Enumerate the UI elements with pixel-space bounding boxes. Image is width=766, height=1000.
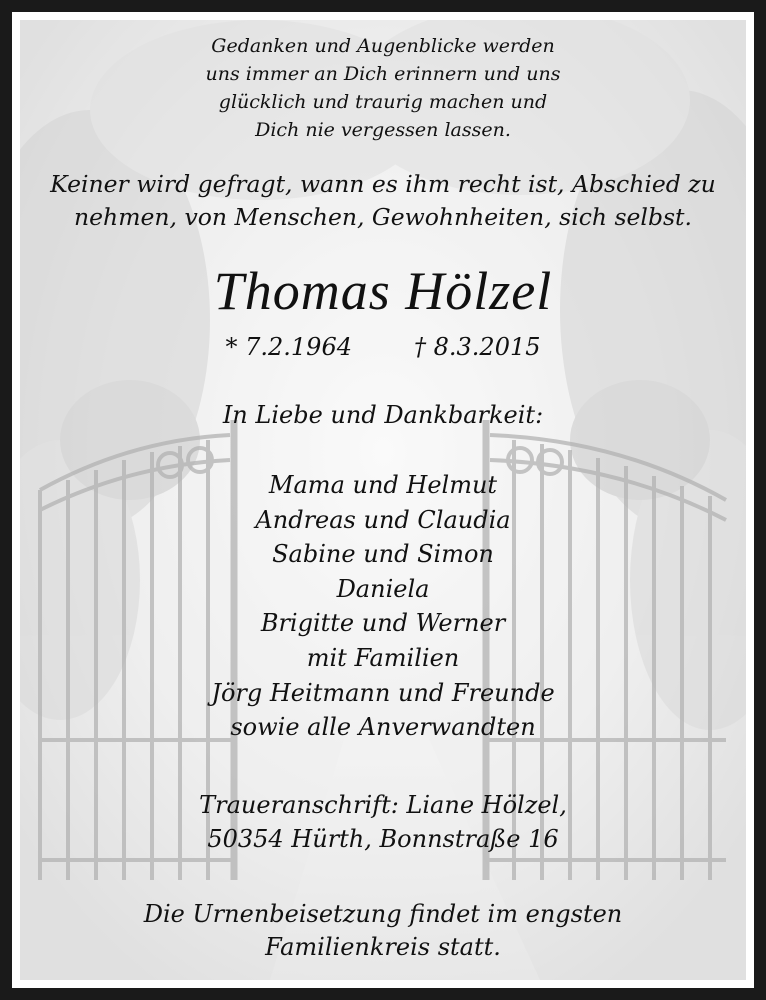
death-date: † 8.3.2015	[414, 333, 541, 361]
mourner-line: Andreas und Claudia	[255, 505, 511, 534]
mourner-line: Mama und Helmut	[268, 471, 498, 499]
quote-line: Keiner wird gefragt, wann es ihm recht ist, Abschied zu	[50, 170, 716, 198]
mourner-line: Jörg Heitmann und Freunde	[211, 678, 555, 707]
mourner-line: Daniela	[336, 574, 430, 603]
poem-line: Gedanken und Augenblicke werden	[211, 35, 555, 57]
poem-line: glücklich und traurig machen und	[218, 91, 548, 113]
poem-line: Dich nie vergessen lassen.	[255, 119, 511, 141]
poem-line: uns immer an Dich erinnern und uns	[205, 63, 561, 85]
address-line: 50354 Hürth, Bonnstraße 16	[207, 825, 559, 853]
deceased-name: Thomas Hölzel	[213, 261, 553, 321]
mourner-line: sowie alle Anverwandten	[230, 713, 536, 742]
notice-line: Die Urnenbeisetzung findet im engsten	[143, 900, 623, 928]
mourner-line: Brigitte und Werner	[260, 609, 506, 638]
burial-notice	[20, 898, 746, 964]
quote-line: nehmen, von Menschen, Gewohnheiten, sich selbst.	[74, 203, 692, 231]
obituary-card	[20, 20, 746, 980]
mourner-line: Sabine und Simon	[272, 540, 494, 569]
opening-poem	[20, 32, 746, 144]
mourning-address	[20, 788, 746, 856]
address-line: Traueranschrift: Liane Hölzel,	[199, 791, 567, 819]
farewell-quote	[20, 168, 746, 234]
notice-line: Familienkreis statt.	[265, 933, 501, 961]
mourner-line: mit Familien	[306, 643, 460, 672]
birth-date: * 7.2.1964	[225, 333, 352, 361]
life-dates	[20, 330, 746, 364]
mourners-list	[20, 468, 746, 745]
mourners-intro: In Liebe und Dankbarkeit:	[222, 401, 544, 429]
